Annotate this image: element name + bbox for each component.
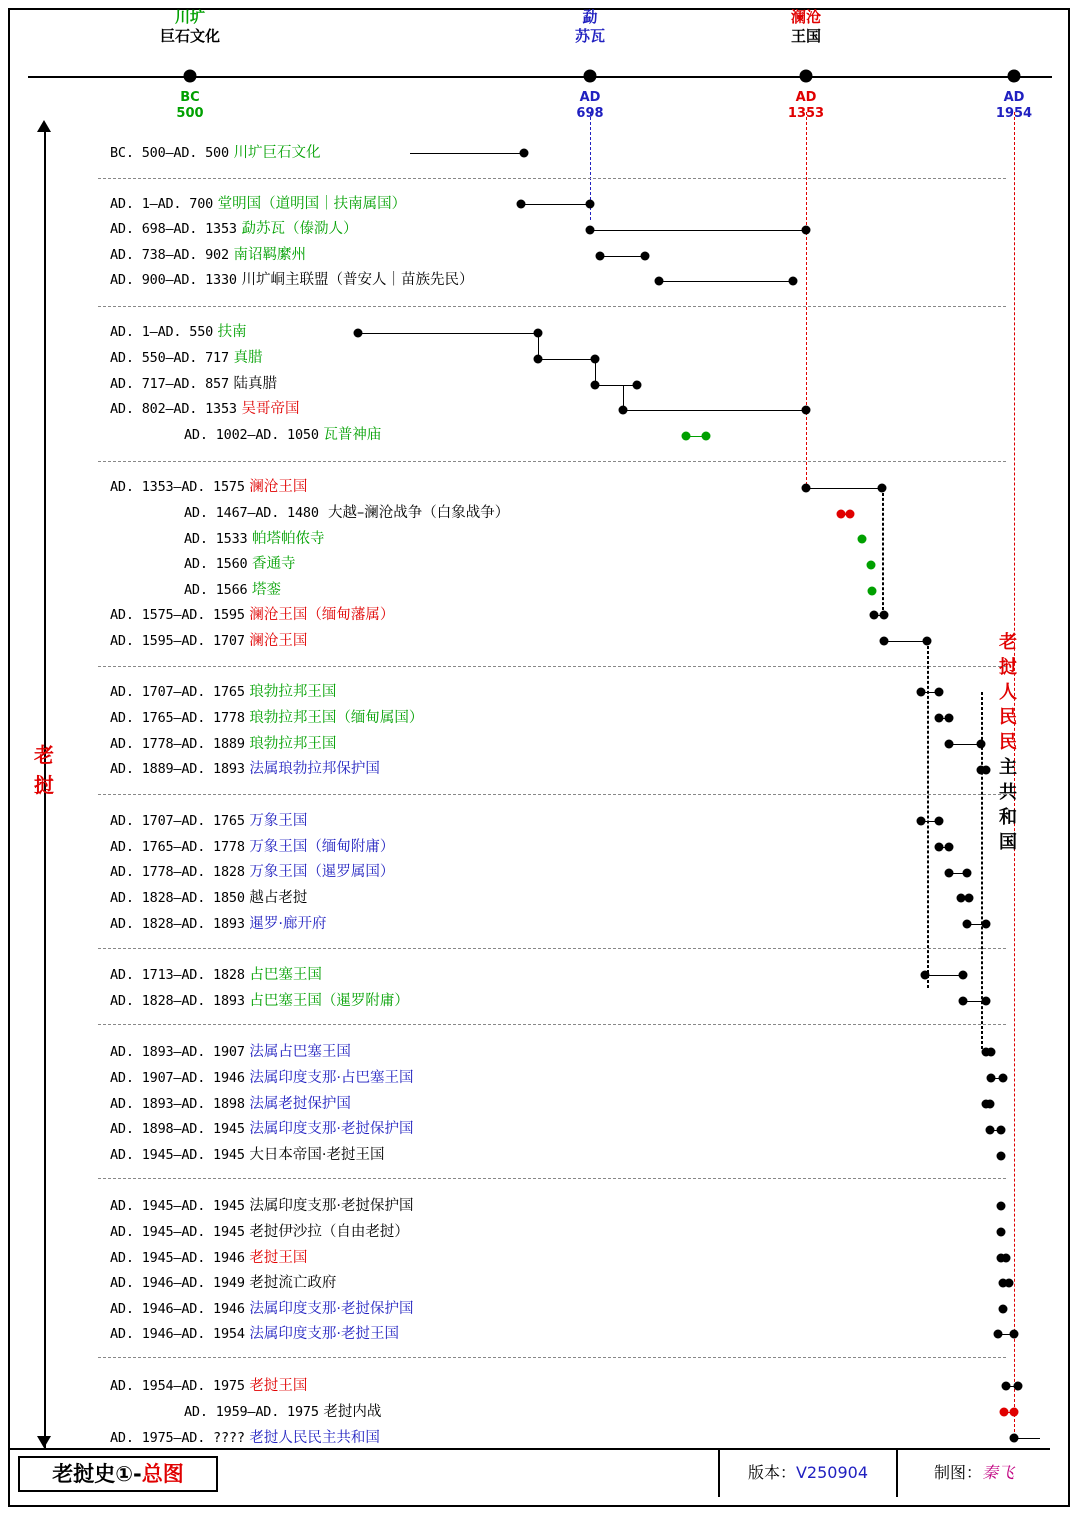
timeline-dot bbox=[702, 432, 711, 441]
timeline-dot bbox=[655, 277, 664, 286]
timeline-dot bbox=[921, 971, 930, 980]
list-item: AD. 1467–AD. 1480 大越–澜沧战争（白象战争） bbox=[184, 505, 510, 521]
axis-marker-1 bbox=[584, 70, 597, 83]
list-item: AD. 802–AD. 1353 吴哥帝国 bbox=[110, 401, 300, 417]
timeline-dot bbox=[1010, 1408, 1019, 1417]
timeline-dot bbox=[802, 226, 811, 235]
timeline-dot bbox=[945, 843, 954, 852]
axis-marker-2 bbox=[800, 70, 813, 83]
group-separator bbox=[98, 1357, 1006, 1358]
list-item: AD. 738–AD. 902 南诏羁縻州 bbox=[110, 247, 307, 263]
list-item: AD. 1595–AD. 1707 澜沧王国 bbox=[110, 633, 308, 649]
list-item: AD. 1907–AD. 1946 法属印度支那·占巴塞王国 bbox=[110, 1070, 414, 1086]
timeline-dot bbox=[999, 1074, 1008, 1083]
timeline-segment bbox=[358, 333, 538, 334]
timeline-connector bbox=[927, 641, 929, 988]
axis-date-1: AD 698 bbox=[576, 90, 604, 121]
timeline-segment bbox=[410, 153, 525, 154]
timeline-dot bbox=[520, 149, 529, 158]
group-separator bbox=[98, 1178, 1006, 1179]
list-item: AD. 1946–AD. 1949 老挝流亡政府 bbox=[110, 1275, 337, 1291]
timeline-dot bbox=[1010, 1330, 1019, 1339]
timeline-dot bbox=[986, 1126, 995, 1135]
list-item: AD. 1560 香通寺 bbox=[184, 556, 296, 572]
timeline-segment bbox=[600, 256, 645, 257]
timeline-axis bbox=[28, 76, 1052, 78]
timeline-dot bbox=[987, 1074, 996, 1083]
timeline-dot bbox=[982, 920, 991, 929]
timeline-segment bbox=[884, 641, 927, 642]
timeline-dot bbox=[633, 381, 642, 390]
timeline-dot bbox=[959, 997, 968, 1006]
list-item: AD. 1575–AD. 1595 澜沧王国（缅甸藩属） bbox=[110, 607, 395, 623]
list-item: AD. 900–AD. 1330 川圹峒主联盟（普安人｜苗族先民） bbox=[110, 272, 474, 288]
axis-marker-3 bbox=[1008, 70, 1021, 83]
timeline-dot bbox=[517, 200, 526, 209]
timeline-dot bbox=[945, 714, 954, 723]
timeline-dot bbox=[935, 817, 944, 826]
timeline-dot bbox=[959, 971, 968, 980]
list-item: BC. 500–AD. 500 川圹巨石文化 bbox=[110, 145, 321, 161]
author-cell: 制图：秦飞 bbox=[896, 1448, 1050, 1497]
timeline-dot bbox=[802, 406, 811, 415]
timeline-dot bbox=[963, 869, 972, 878]
timeline-dot bbox=[586, 200, 595, 209]
list-item: AD. 1893–AD. 1907 法属占巴塞王国 bbox=[110, 1044, 351, 1060]
group-separator bbox=[98, 948, 1006, 949]
timeline-dot bbox=[870, 611, 879, 620]
list-item: AD. 1566 塔銮 bbox=[184, 582, 282, 598]
timeline-connector bbox=[882, 488, 884, 615]
list-item: AD. 1946–AD. 1946 法属印度支那·老挝保护国 bbox=[110, 1301, 414, 1317]
timeline-dot bbox=[917, 817, 926, 826]
list-item: AD. 1002–AD. 1050 瓦普神庙 bbox=[184, 427, 382, 443]
group-separator bbox=[98, 178, 1006, 179]
page-title: 老挝史①-总图 bbox=[18, 1456, 218, 1492]
list-item: AD. 1954–AD. 1975 老挝王国 bbox=[110, 1378, 308, 1394]
timeline-dot bbox=[986, 1100, 995, 1109]
timeline-dot bbox=[596, 252, 605, 261]
era-heading-0: 川圹 巨石文化 bbox=[159, 8, 221, 45]
list-item: AD. 1707–AD. 1765 琅勃拉邦王国 bbox=[110, 684, 337, 700]
timeline-dot bbox=[846, 510, 855, 519]
timeline-dot bbox=[945, 740, 954, 749]
timeline-dot bbox=[999, 1305, 1008, 1314]
timeline-dot bbox=[963, 920, 972, 929]
list-item: AD. 1945–AD. 1945 法属印度支那·老挝保护国 bbox=[110, 1198, 414, 1214]
timeline-dot bbox=[987, 1048, 996, 1057]
axis-date-3: AD 1954 bbox=[995, 90, 1033, 121]
timeline-dot bbox=[586, 226, 595, 235]
bracket-arrow-down bbox=[37, 1436, 51, 1448]
list-item: AD. 1765–AD. 1778 琅勃拉邦王国（缅甸属国） bbox=[110, 710, 424, 726]
timeline-dot bbox=[997, 1228, 1006, 1237]
timeline-dot bbox=[837, 510, 846, 519]
timeline-segment bbox=[925, 975, 963, 976]
list-item: AD. 1889–AD. 1893 法属琅勃拉邦保护国 bbox=[110, 761, 380, 777]
list-item: AD. 1946–AD. 1954 法属印度支那·老挝王国 bbox=[110, 1326, 399, 1342]
timeline-dot bbox=[858, 535, 867, 544]
bracket-arrow-up bbox=[37, 120, 51, 132]
timeline-segment bbox=[595, 385, 637, 386]
timeline-dot bbox=[997, 1202, 1006, 1211]
list-item: AD. 1828–AD. 1893 占巴塞王国（暹罗附庸） bbox=[110, 993, 409, 1009]
list-item: AD. 1–AD. 550 扶南 bbox=[110, 324, 247, 340]
timeline-dot bbox=[994, 1330, 1003, 1339]
timeline-dot bbox=[591, 381, 600, 390]
guide-line-1353 bbox=[806, 112, 807, 490]
list-item: AD. 1828–AD. 1893 暹罗·廊开府 bbox=[110, 916, 327, 932]
era-heading-2: 澜沧 王国 bbox=[790, 8, 822, 45]
list-item: AD. 1–AD. 700 堂明国（道明国｜扶南属国） bbox=[110, 196, 407, 212]
list-item: AD. 717–AD. 857 陆真腊 bbox=[110, 376, 278, 392]
timeline-dot bbox=[965, 894, 974, 903]
timeline-dot bbox=[867, 561, 876, 570]
timeline-dot bbox=[935, 714, 944, 723]
list-item: AD. 550–AD. 717 真腊 bbox=[110, 350, 263, 366]
list-item: AD. 1959–AD. 1975 老挝内战 bbox=[184, 1404, 382, 1420]
list-item: AD. 1713–AD. 1828 占巴塞王国 bbox=[110, 967, 322, 983]
timeline-dot bbox=[880, 637, 889, 646]
list-item: AD. 1778–AD. 1889 琅勃拉邦王国 bbox=[110, 736, 337, 752]
list-item: AD. 1945–AD. 1945 大日本帝国·老挝王国 bbox=[110, 1147, 385, 1163]
list-item: AD. 1893–AD. 1898 法属老挝保护国 bbox=[110, 1096, 351, 1112]
timeline-dot bbox=[354, 329, 363, 338]
timeline-segment bbox=[590, 230, 806, 231]
left-axis-label: 老 挝 bbox=[34, 743, 54, 797]
axis-marker-0 bbox=[184, 70, 197, 83]
timeline-dot bbox=[1014, 1382, 1023, 1391]
timeline-connector bbox=[981, 692, 983, 1049]
timeline-dot bbox=[1002, 1382, 1011, 1391]
version-cell: 版本：V250904 bbox=[718, 1448, 896, 1497]
timeline-dot bbox=[1000, 1408, 1009, 1417]
timeline-dot bbox=[935, 843, 944, 852]
timeline-dot bbox=[997, 1152, 1006, 1161]
timeline-segment bbox=[538, 359, 595, 360]
right-axis-label: 老 挝 人 民 民 主 共 和 国 bbox=[999, 632, 1017, 853]
list-item: AD. 1533 帕塔帕侬寺 bbox=[184, 531, 325, 547]
list-item: AD. 698–AD. 1353 勐苏瓦（傣泐人） bbox=[110, 221, 358, 237]
list-item: AD. 1945–AD. 1946 老挝王国 bbox=[110, 1250, 308, 1266]
timeline-dot bbox=[982, 997, 991, 1006]
list-item: AD. 1353–AD. 1575 澜沧王国 bbox=[110, 479, 308, 495]
timeline-segment bbox=[520, 204, 590, 205]
timeline-dot bbox=[789, 277, 798, 286]
group-separator bbox=[98, 1024, 1006, 1025]
timeline-dot bbox=[868, 587, 877, 596]
axis-date-0: BC 500 bbox=[176, 90, 204, 121]
list-item: AD. 1975–AD. ???? 老挝人民民主共和国 bbox=[110, 1430, 380, 1446]
group-separator bbox=[98, 306, 1006, 307]
timeline-dot bbox=[802, 484, 811, 493]
group-separator bbox=[98, 666, 1006, 667]
timeline-dot bbox=[917, 688, 926, 697]
timeline-dot bbox=[1005, 1279, 1014, 1288]
timeline-dot bbox=[997, 1126, 1006, 1135]
timeline-dot bbox=[880, 611, 889, 620]
timeline-dot bbox=[619, 406, 628, 415]
timeline-dot bbox=[682, 432, 691, 441]
list-item: AD. 1765–AD. 1778 万象王国（缅甸附庸） bbox=[110, 839, 395, 855]
timeline-dot bbox=[534, 355, 543, 364]
timeline-dot bbox=[935, 688, 944, 697]
list-item: AD. 1898–AD. 1945 法属印度支那·老挝保护国 bbox=[110, 1121, 414, 1137]
timeline-dot bbox=[945, 869, 954, 878]
timeline-segment bbox=[806, 488, 882, 489]
list-item: AD. 1778–AD. 1828 万象王国（暹罗属国） bbox=[110, 864, 395, 880]
timeline-dot bbox=[1010, 1434, 1019, 1443]
list-item: AD. 1707–AD. 1765 万象王国 bbox=[110, 813, 308, 829]
axis-date-2: AD 1353 bbox=[787, 90, 825, 121]
timeline-dot bbox=[1002, 1254, 1011, 1263]
group-separator bbox=[98, 461, 1006, 462]
list-item: AD. 1828–AD. 1850 越占老挝 bbox=[110, 890, 308, 906]
timeline-dot bbox=[641, 252, 650, 261]
timeline-segment bbox=[659, 281, 793, 282]
timeline-segment bbox=[623, 410, 806, 411]
list-item: AD. 1945–AD. 1945 老挝伊沙拉（自由老挝） bbox=[110, 1224, 409, 1240]
group-separator bbox=[98, 794, 1006, 795]
era-heading-1: 勐 苏瓦 bbox=[574, 8, 606, 45]
